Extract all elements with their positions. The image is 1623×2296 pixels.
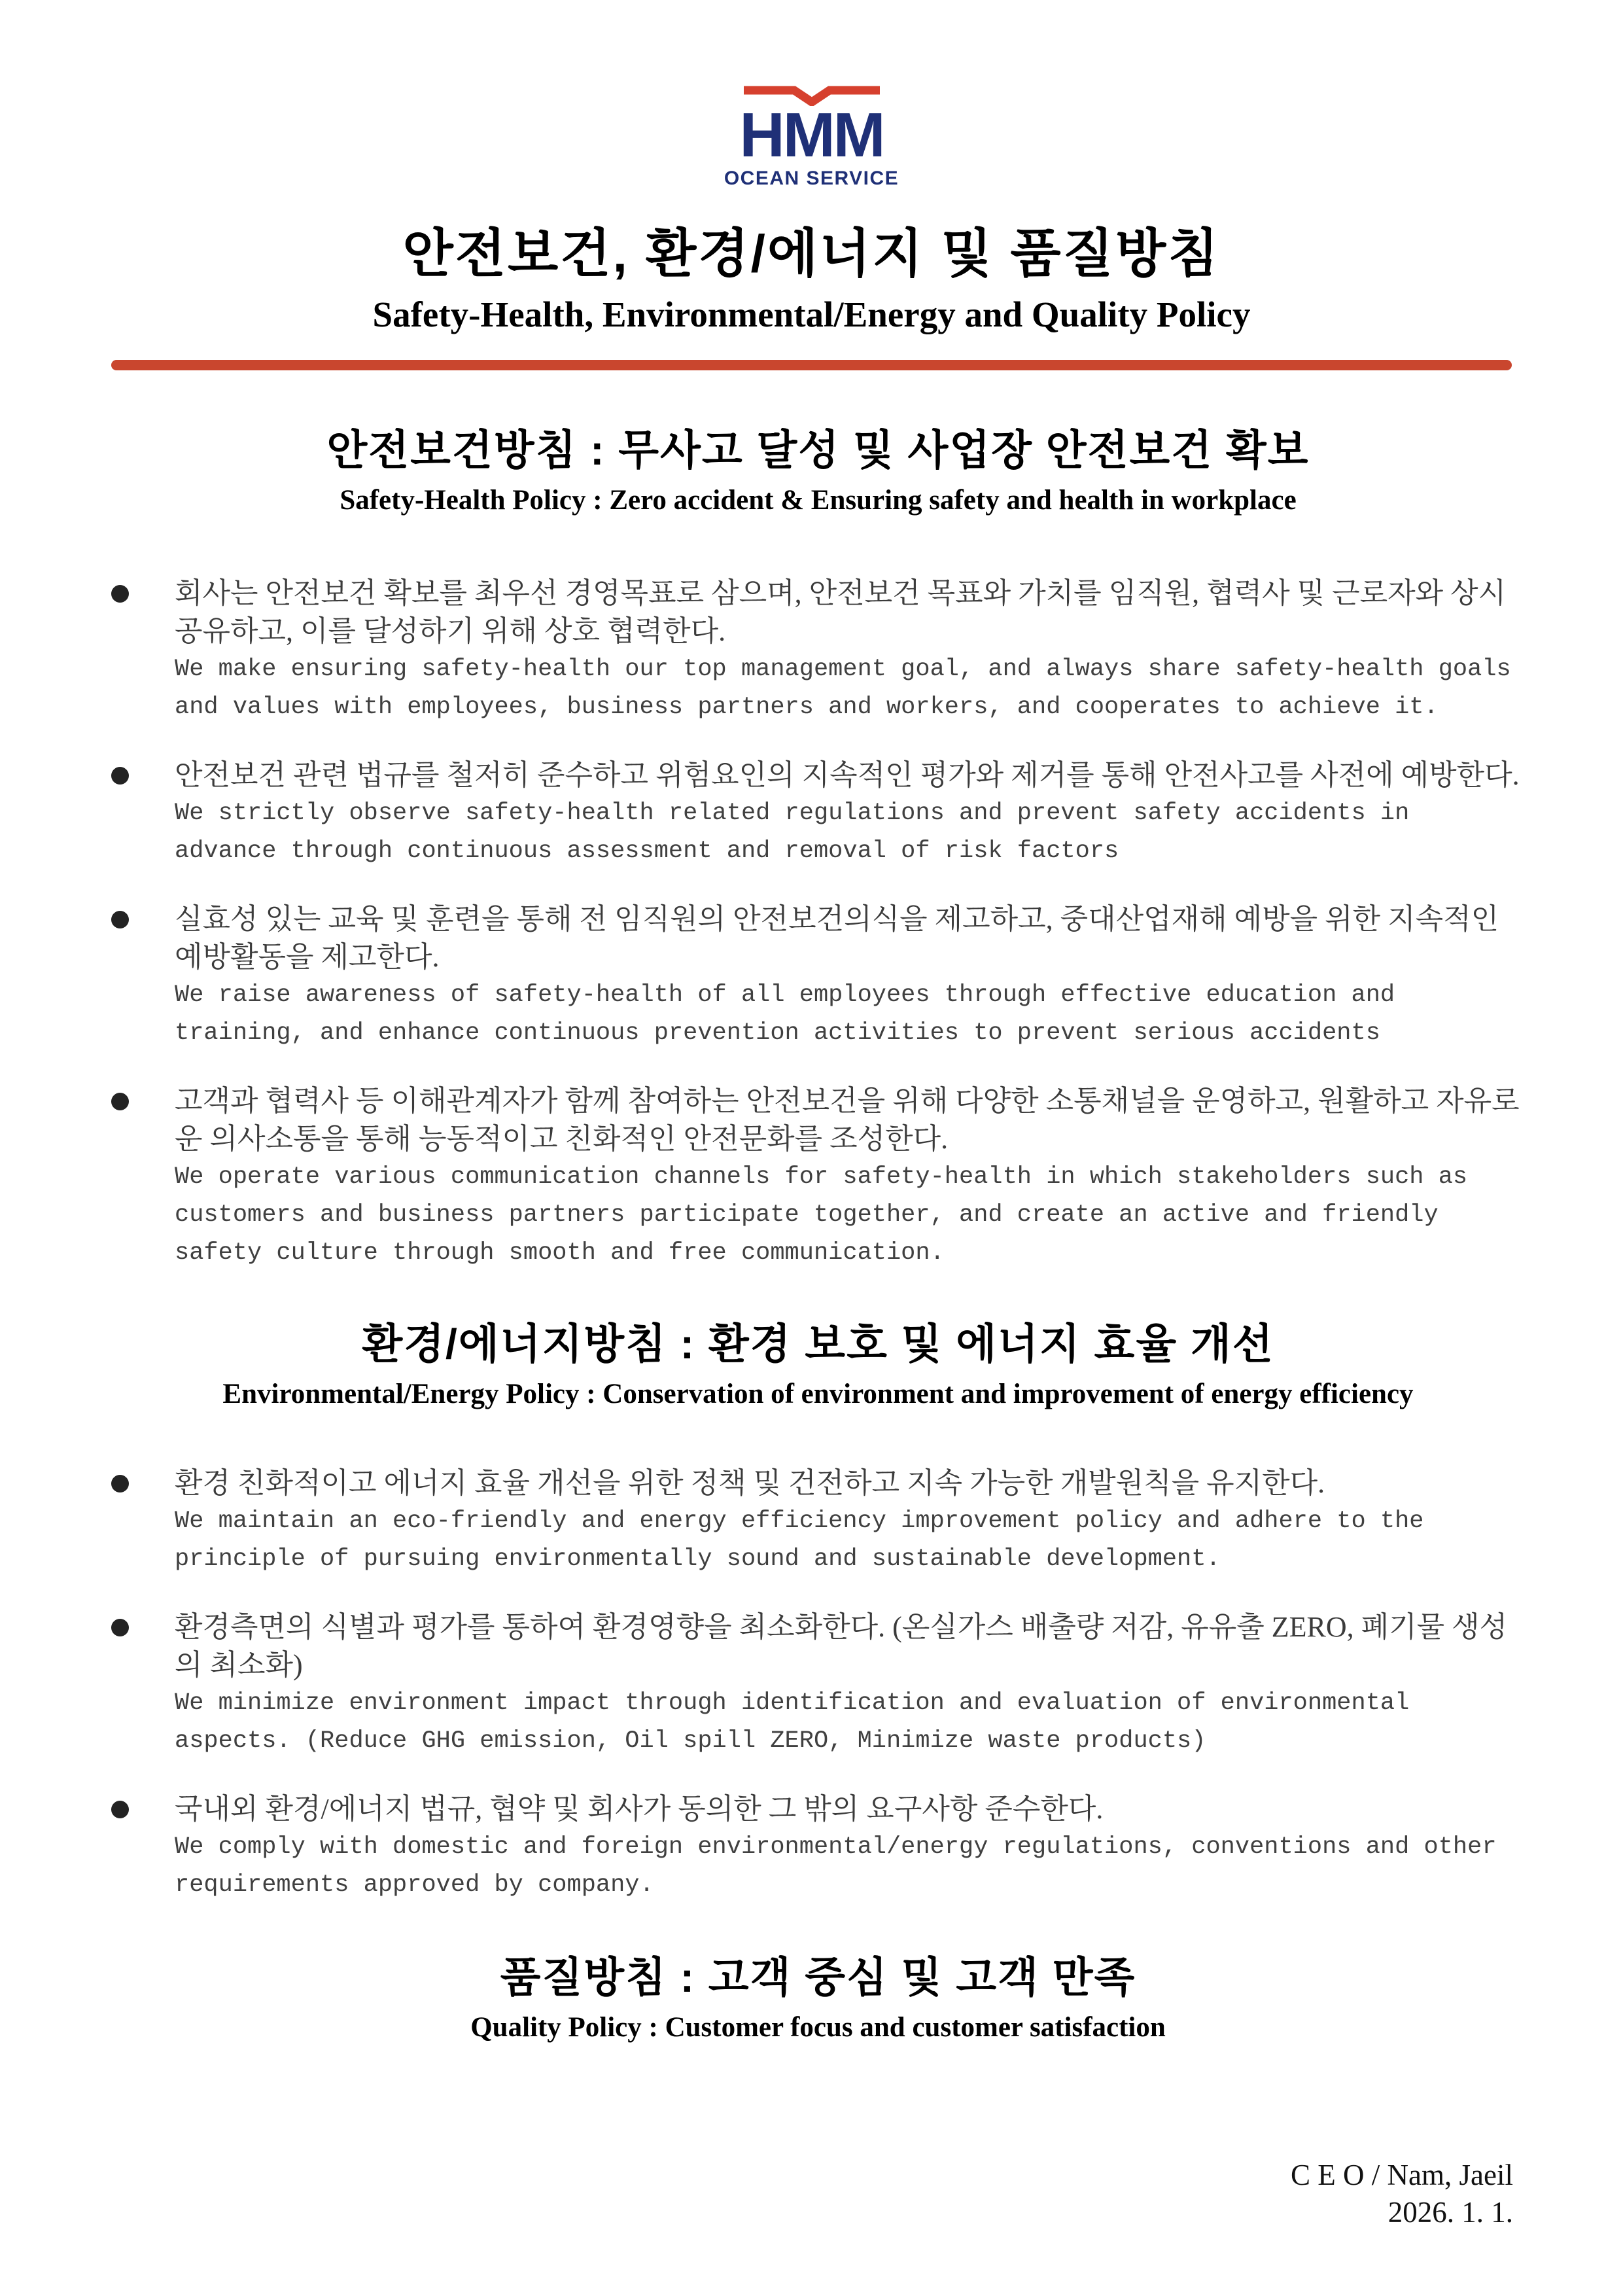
bullet-list — [111, 574, 1525, 1272]
bullet-text-english: We raise awareness of safety-health of all employees through effective education and training, and enhance continuous prevention activities to prevent serious accidents — [175, 981, 1395, 1047]
section-environment-energy — [111, 1318, 1525, 1904]
doc-title-english: Safety-Health, Environmental/Energy and Quality Policy — [372, 294, 1251, 334]
section-heading-english: Quality Policy : Customer focus and customer satisfaction — [470, 2012, 1166, 2043]
document-body — [0, 424, 1623, 2045]
bullet-item — [111, 1464, 1525, 1578]
section-heading-korean: 품질방침 : 고객 중심 및 고객 만족 — [500, 1954, 1136, 2001]
logo-wordmark: HMM — [739, 100, 884, 170]
logo-subtitle: OCEAN SERVICE — [724, 168, 899, 189]
bullet-item — [111, 900, 1525, 1052]
bullet-icon — [111, 1801, 129, 1818]
bullet-text-english: We maintain an eco-friendly and energy efficiency improvement policy and adhere to the principle of pursuing environmentally sound and sustainable development. — [175, 1508, 1424, 1573]
bullet-text-korean: 환경측면의 식별과 평가를 통하여 환경영향을 최소화한다. (온실가스 배출량 저감, 유유출 ZERO, 폐기물 생성의 최소화) — [175, 1611, 1508, 1681]
bullet-item — [111, 1082, 1525, 1272]
bullet-item — [111, 1790, 1525, 1904]
hmm-logo — [0, 0, 1623, 190]
section-safety-health — [111, 424, 1525, 1272]
section-heading-korean: 환경/에너지방침 : 환경 보호 및 에너지 효율 개선 — [362, 1320, 1274, 1368]
bullet-text-korean: 고객과 협력사 등 이해관계자가 함께 참여하는 안전보건을 위해 다양한 소통채널을 운영하고, 원활하고 자유로운 의사소통을 통해 능동적이고 친화적인 안전문화를 조성한다. — [175, 1085, 1520, 1155]
footer-signature: C E O / Nam, Jaeil — [1291, 2159, 1513, 2191]
section-heading-english: Environmental/Energy Policy : Conservation of environment and improvement of energy efficiency — [222, 1379, 1414, 1409]
bullet-text-english: We comply with domestic and foreign environmental/energy regulations, conventions and other requirements approved by company. — [175, 1833, 1497, 1899]
bullet-item — [111, 756, 1525, 870]
bullet-text-english: We operate various communication channels for safety-health in which stakeholders such as customers and business partners participate together, and create an active and friendly safety culture through smooth and free communication. — [175, 1163, 1468, 1267]
bullet-item — [111, 1608, 1525, 1760]
bullet-text-korean: 국내외 환경/에너지 법규, 협약 및 회사가 동의한 그 밖의 요구사항 준수한다. — [175, 1793, 1104, 1825]
bullet-icon — [111, 767, 129, 785]
bullet-list — [111, 1464, 1525, 1904]
footer-date: 2026. 1. 1. — [1387, 2196, 1513, 2229]
bullet-icon — [111, 585, 129, 603]
bullet-item — [111, 574, 1525, 726]
bullet-text-korean: 실효성 있는 교육 및 훈련을 통해 전 임직원의 안전보건의식을 제고하고, 중대산업재해 예방을 위한 지속적인 예방활동을 제고한다. — [175, 903, 1499, 973]
bullet-icon — [111, 1093, 129, 1110]
section-quality — [111, 1951, 1525, 2045]
footer-signature-block — [1291, 2157, 1513, 2231]
section-heading-english: Safety-Health Policy : Zero accident & Ensuring safety and health in workplace — [340, 485, 1297, 516]
section-heading-korean: 안전보건방침 : 무사고 달성 및 사업장 안전보건 확보 — [326, 427, 1310, 474]
bullet-text-korean: 환경 친화적이고 에너지 효율 개선을 위한 정책 및 건전하고 지속 가능한 개발원칙을 유지한다. — [175, 1467, 1325, 1499]
bullet-text-korean: 안전보건 관련 법규를 철저히 준수하고 위험요인의 지속적인 평가와 제거를 통해 안전사고를 사전에 예방한다. — [175, 759, 1520, 791]
title-divider — [111, 360, 1512, 370]
bullet-text-english: We minimize environment impact through identification and evaluation of environmental aspects. (Reduce GHG emission, Oil spill ZERO, Minimize waste products) — [175, 1689, 1410, 1755]
bullet-text-korean: 회사는 안전보건 확보를 최우선 경영목표로 삼으며, 안전보건 목표와 가치를 임직원, 협력사 및 근로자와 상시 공유하고, 이를 달성하기 위해 상호 협력한다. — [175, 577, 1507, 647]
doc-title-korean: 안전보건, 환경/에너지 및 품질방침 — [402, 224, 1221, 283]
bullet-text-english: We make ensuring safety-health our top management goal, and always share safety-health goals and values with employees, business partners and workers, and cooperates to achieve it. — [175, 656, 1511, 721]
bullet-icon — [111, 911, 129, 928]
bullet-icon — [111, 1475, 129, 1492]
bullet-icon — [111, 1619, 129, 1636]
bullet-text-english: We strictly observe safety-health related regulations and prevent safety accidents in advance through continuous assessment and removal of risk factors — [175, 800, 1410, 865]
